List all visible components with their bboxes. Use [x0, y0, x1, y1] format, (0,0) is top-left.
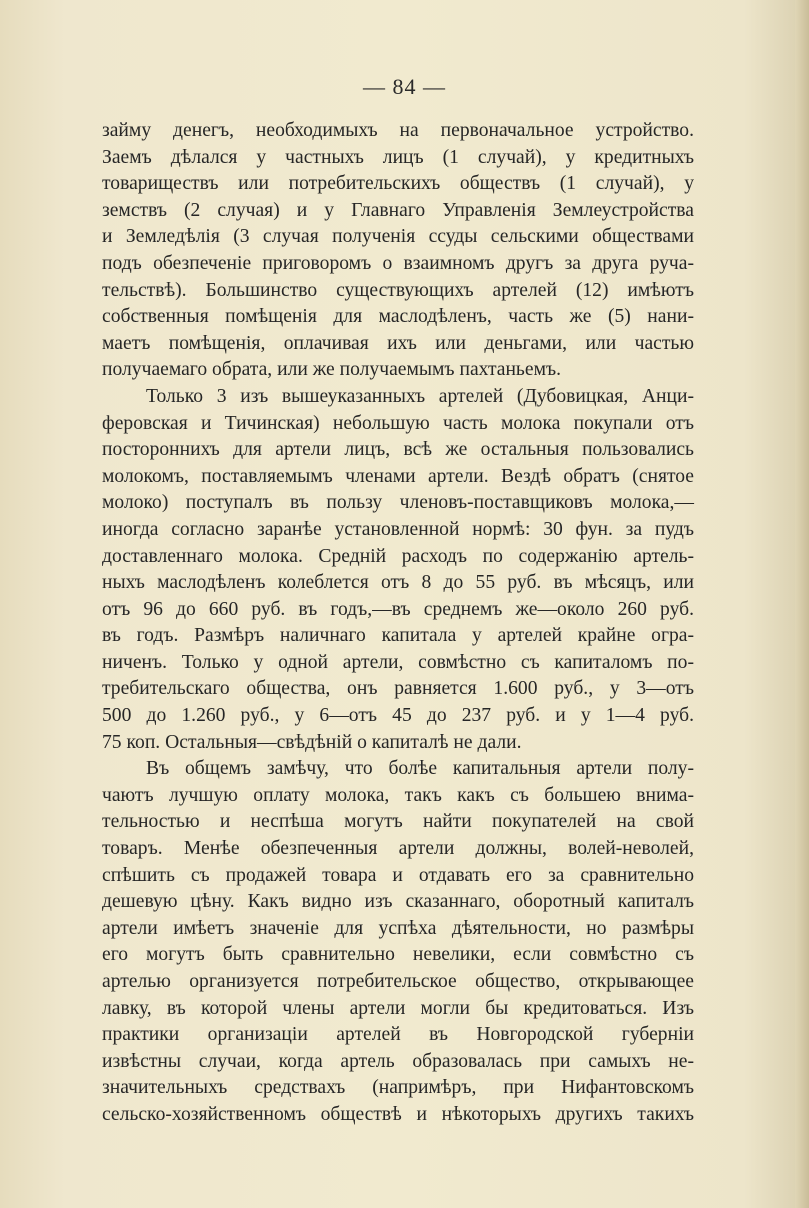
text-line: лавку, въ которой члены артели могли бы кредитоваться. Изъ	[102, 997, 694, 1019]
text-line: спѣшить съ продажей товара и отдавать его за сравнительно	[102, 864, 694, 886]
text-line: его могутъ быть сравнительно невелики, если совмѣстно съ	[102, 944, 694, 966]
text-line: товаръ. Менѣе обезпеченныя артели должны, волей-неволей,	[102, 838, 694, 860]
text-line: маетъ помѣщенія, оплачивая ихъ или деньгами, или частью	[102, 332, 694, 354]
text-line: требительскаго общества, онъ равняется 1.600 руб., у 3—отъ	[102, 678, 694, 700]
text-line: постороннихъ для артели лицъ, всѣ же остальныя пользовались	[102, 439, 694, 461]
text-line: молоко) поступалъ въ пользу членовъ-поставщиковъ молока,—	[102, 492, 694, 514]
text-line: Только 3 изъ вышеуказанныхъ артелей (Дубовицкая, Анци-	[146, 385, 694, 407]
text-line: значительныхъ средствахъ (напримѣръ, при Нифантовскомъ	[102, 1077, 694, 1099]
text-line: молокомъ, поставляемымъ членами артели. Вездѣ обратъ (снятое	[102, 465, 694, 487]
text-line: 500 до 1.260 руб., у 6—отъ 45 до 237 руб. и у 1—4 руб.	[102, 705, 694, 727]
text-line: феровская и Тичинская) небольшую часть молока покупали отъ	[102, 412, 694, 434]
text-line: ныхъ маслодѣленъ колеблется отъ 8 до 55 руб. въ мѣсяцъ, или	[102, 572, 694, 594]
text-line: и Земледѣлія (3 случая полученія ссуды сельскими обществами	[102, 226, 694, 248]
text-line: Заемъ дѣлался у частныхъ лицъ (1 случай), у кредитныхъ	[102, 146, 694, 168]
text-line: извѣстны случаи, когда артель образовалась при самыхъ не-	[102, 1050, 694, 1072]
text-line: въ годъ. Размѣръ наличнаго капитала у артелей крайне огра-	[102, 625, 694, 647]
text-line: практики организаціи артелей въ Новгородской губерніи	[102, 1024, 694, 1046]
text-line: подъ обезпеченіе приговоромъ о взаимномъ другъ за друга руча-	[102, 252, 694, 274]
text-line: собственныя помѣщенія для маслодѣленъ, часть же (5) нани-	[102, 306, 694, 328]
text-line: ниченъ. Только у одной артели, совмѣстно съ капиталомъ по-	[102, 651, 694, 673]
page-number: — 84 —	[363, 74, 446, 99]
text-line: иногда согласно заранѣе установленной нормѣ: 30 фун. за пудъ	[102, 518, 694, 540]
text-line: Въ общемъ замѣчу, что болѣе капитальныя артели полу-	[146, 758, 694, 780]
text-line: земствъ (2 случая) и у Главнаго Управленія Землеустройства	[102, 199, 694, 221]
text-line: дешевую цѣну. Какъ видно изъ сказаннаго, оборотный капиталъ	[102, 891, 694, 913]
body-text	[102, 118, 694, 1129]
text-line: тельствѣ). Большинство существующихъ артелей (12) имѣютъ	[102, 279, 694, 301]
text-line: артелью организуется потребительское общество, открывающее	[102, 971, 694, 992]
text-line: тельностью и неспѣша могутъ найти покупателей на свой	[102, 811, 694, 833]
text-line: отъ 96 до 660 руб. въ годъ,—въ среднемъ же—около 260 руб.	[102, 598, 694, 620]
text-line: артели имѣетъ значеніе для успѣха дѣятельности, но размѣры	[102, 917, 694, 939]
text-line: займу денегъ, необходимыхъ на первоначальное устройство.	[102, 120, 694, 141]
text-line: товариществъ или потребительскихъ обществъ (1 случай), у	[102, 173, 694, 195]
text-line: сельско-хозяйственномъ обществѣ и нѣкоторыхъ другихъ такихъ	[102, 1103, 694, 1125]
text-line: получаемаго обрата, или же получаемымъ пахтаньемъ.	[102, 359, 561, 381]
text-line: 75 коп. Остальныя—свѣдѣній о капиталѣ не дали.	[102, 731, 522, 753]
page-edge	[795, 0, 809, 1208]
text-line: доставленнаго молока. Средній расходъ по содержанію артель-	[102, 545, 694, 567]
text-line: чаютъ лучшую оплату молока, такъ какъ съ большею внима-	[102, 784, 694, 806]
